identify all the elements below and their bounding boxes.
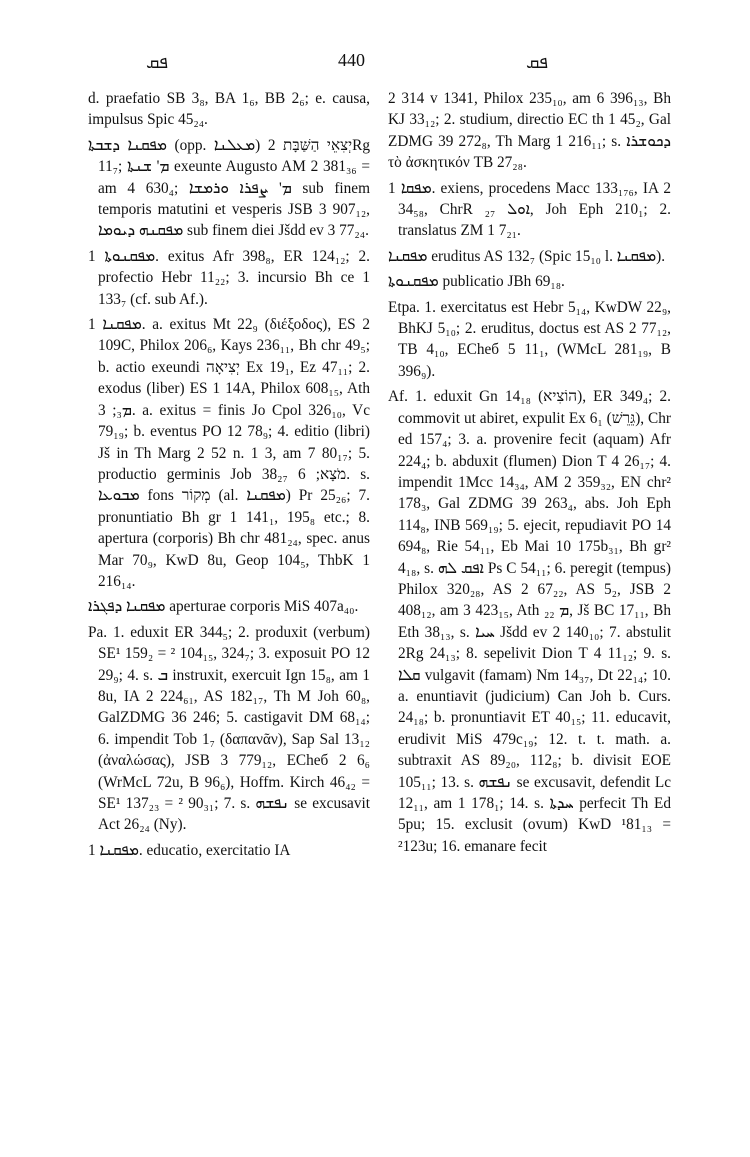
entry-paragraph: ܡܦܩܢܘܬܐ 1. exitus Afr 398₈, ER 124₁₂; 2. profectio Hebr 11₂₂; 3. incursio Bh ce 1 133₇ (cf. sub Af.). xyxy=(88,247,370,308)
page-number: 440 xyxy=(338,50,365,70)
entry-paragraph: ܡܦܩܢܐ ܕܦܓܪܐ aperturae corporis MiS 407a₄₀. xyxy=(88,598,359,616)
entry-paragraph: 2 314 v 1341, Philox 235₁₀, am 6 396₁₃, Bh KJ 33₁₂; 2. studium, directio EC th 1 45₂, Gal ZDMG 39 272₈, Th Marg 1 216₁₁; s. ܕܟܘܫܪܐ τὸ ἀσκητικόν TB 27₂₈. xyxy=(388,90,671,172)
entry-paragraph: ܡܦܩܢܐ 1. a. exitus Mt 22₉ (διέξοδος), ES 2 109C, Philox 206₆, Kays 236₁₁, Bh chr 49₅; b. actio exeundi יְצִיאָה Ex 19₁, Ez 47₁₁; 2. exodus (liber) ES 1 14A, Philox 608₁₅, Ath ܡ₃; 3. a. exitus = finis Jo Cpol 326₁₀, Vc 79₁₉; b. eventus PO 12 78₉; 4. editio (libri) Jš in Th Marg 2 52 n. 1 3, am 7 80₁₇; 5. productio germinis Job 38₂₇ מֹצָא; 6. s. ܡܒܘܥܐ fons מְקוֹר (al. ܡܦܩܢܐ) Pr 25₂₆; 7. pronuntiatio Bh gr 1 141₁, 195₈ etc.; 8. apertura (corporis) Bh chr 481₂₄, spec. anus Mar 70₉, KwD 8u, Geop 104₅, ThbK 1 216₁₄. xyxy=(88,316,370,590)
header-right-catchword: ܦܩ xyxy=(526,52,548,73)
header-left-catchword: ܦܩ xyxy=(146,52,168,73)
entry-paragraph: Etpa. 1. exercitatus est Hebr 5₁₄, KwDW 22₉, BhKJ 5₁₀; 2. eruditus, doctus est AS 2 77₁₂, TB 4₁₀, ECheб 5 11₁, (WMcL 281₁₉, B 396₉). xyxy=(388,298,671,380)
page-header xyxy=(88,52,688,76)
entry-paragraph: ܡܦܩܢܐ eruditus AS 132₇ (Spic 15₁₀ l. ܡܦܩܢܐ). xyxy=(388,247,666,265)
entry-paragraph: ܡܦܩܢܘܬܐ publicatio JBh 69₁₈. xyxy=(388,273,565,291)
right-column xyxy=(388,88,671,861)
entry-paragraph: d. praefatio SB 3₈, BA 1₆, BB 2₆; e. causa, impulsus Spic 45₂₄. xyxy=(88,90,370,129)
left-column xyxy=(88,88,370,865)
entry-paragraph: Pa. 1. eduxit ER 344₅; 2. produxit (verbum) SE¹ 159₂ = ² 104₁₅, 324₇; 3. exposuit PO 12 29₉; 4. s. ܒ instruxit, exercuit Ign 15₈, am 1 8u, IA 2 224₆₁, AS 182₁₇, Th M Joh 60₈, GalZDMG 36 246; 5. castigavit DM 68₁₄; 6. impendit Tob 1₇ (δαπανᾶν), Sap Sal 13₁₂ (ἀναλώσας), JSB 3 779₁₂, ECheб 2 6₆ (WrMcL 72u, B 96₆), Hoffm. Kirch 46₄₂ = SE¹ 137₂₃ = ² 90₃₁; 7. s. ܢܦܫܗ se excusavit Act 26₂₄ (Ny). xyxy=(88,623,371,834)
entry-paragraph: ܡܦܩܢܐ ܕܫܒܬܐ (opp. ܡܥܠܢܐ) יְצִאֵי הַשַּׁבָּת 2Rg 11₇; ܡ' ܫܢܬܐ exeunte Augusto AM 2 381₃₆ = am 4 630₄; ܡ' ܨܦܪܐ ܘܪܡܫܐ sub finem temporis matutini et vesperis JSB 3 907₁₂, ܡܦܩܢܗ ܕܝܘܡܐ sub finem diei Jšdd ev 3 77₂₄. xyxy=(88,136,371,240)
entry-paragraph: ܡܦܩܐ 1. exiens, procedens Macc 133₁₇₆, IA 2 34₅₈, ChrR ܐܘܠ ₂₇, Joh Eph 210₁; 2. translatus ZM 1 7₂₁. xyxy=(388,179,671,240)
entry-paragraph: Af. 1. eduxit Gn 14₁₈ (הוֹצִיא), ER 349₄; 2. commovit ut abiret, expulit Ex 6₁ (גֵּרֵשׁ), Chr ed 157₄; 3. a. provenire fecit (aquam) Afr 224₄; b. abduxit (flumen) Dion T 4 26₁₇; 4. impendit 1Mcc 14₃₄, AM 2 359₃₂, EN chr² 178₃, Gal ZDMG 39 263₄, abs. Joh Eph 114₈, INB 569₁₉; 5. ejecit, repudiavit PO 14 694₈, Rie 54₁₁, Eb Mai 10 175b₃₁, Bh gr² 4₁₈, s. ܐܦܩ ܠܗ Ps C 54₁₁; 6. peregit (tempus) Philox 320₂₈, AS 2 67₂₂, AS 5₂, JSB 2 408₁₂, am 3 423₁₅, Ath ܡ ₂₂, Jš BC 17₁₁, Bh Eth 38₁₃, s. ܚܝܐ Jšdd ev 2 140₁₀; 7. abstulit 2Rg 24₁₃; 8. sepelivit Dion T 4 11₁₂; 9. s. ܩܠܐ vulgavit (famam) Nm 14₃₇, Dt 22₁₄; 10. a. enuntiavit (judicium) Can Joh b. Curs. 24₁₈; b. pronuntiavit ET 40₁₅; 11. educavit, erudivit MiS 479c₁₉; 12. t. t. math. a. subtraxit AS 89₂₀, 112₈; b. divisit EOE 105₁₁; 13. s. ܢܦܫܗ se excusavit, defendit Lc 12₁₁, am 1 178₁; 14. s. ܚܕܬܐ perfecit Th Ed 5pu; 15. exclusit (ovum) KwD ¹81₁₃ = ²123u; 16. emanare fecit xyxy=(388,388,672,855)
entry-paragraph: ܡܦܩܢܐ 1. educatio, exercitatio IA xyxy=(88,841,291,859)
